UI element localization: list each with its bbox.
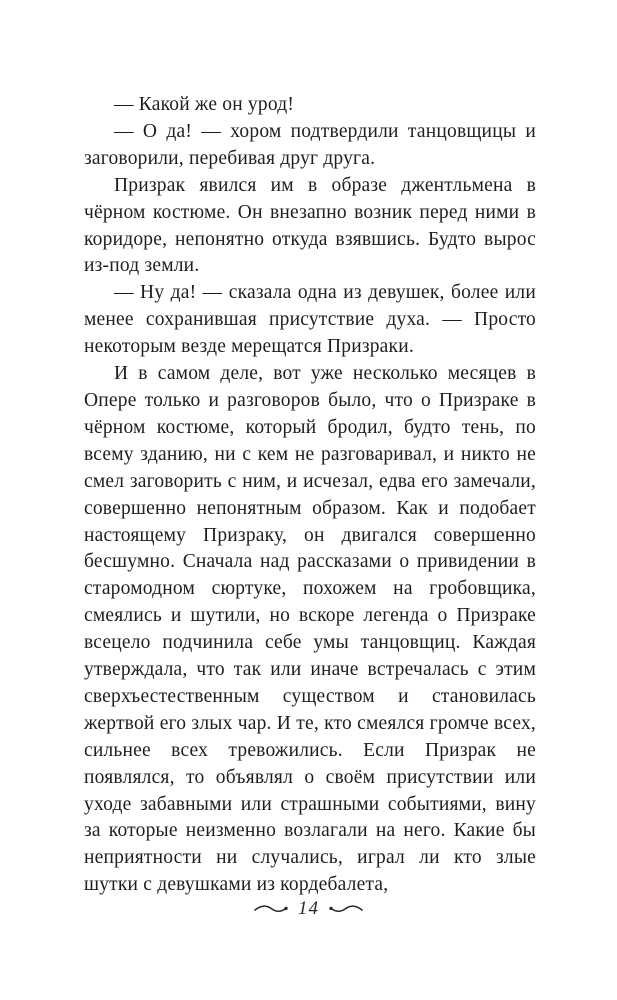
left-swash-flourish-icon — [254, 903, 288, 915]
right-swash-flourish-icon — [329, 903, 363, 915]
page-footer — [0, 898, 617, 920]
page-text-block — [84, 92, 536, 899]
paragraph: — О да! — хором подтвердили танцовщицы и заговорили, перебивая друг друга. — [84, 120, 536, 169]
paragraph: — Ну да! — сказала одна из девушек, более или менее сохранившая присутствие духа. — Просто некоторым везде мерещатся Призраки. — [84, 282, 536, 358]
paragraph: И в самом деле, вот уже несколько месяцев в Опере только и разговоров было, что о Призраке в чёрном костюме, который бродил, будто тень, по всему зданию, ни с кем не разговаривал, и никто не смел заговорить с ним, и исчезал, едва его замечали, совершенно непонятным образом. Как и подобает настоящему Призраку, он двигался совершенно бесшумно. Сначала над рассказами о привидении в старомодном сюртуке, похожем на гробовщика, смеялись и шутили, но вскоре легенда о Призраке всецело подчинила себе умы танцовщиц. Каждая утверждала, что так или иначе встречалась с этим сверхъестественным существом и становилась жертвой его злых чар. И те, кто смеялся громче всех, сильнее всех тревожились. Если Призрак не появлялся, то объявлял о своём присутствии или уходе забавными или страшными событиями, вину за которые неизменно возлагали на него. Какие бы неприятности ни случались, играл ли кто злые шутки с девушками из кордебалета, — [84, 363, 536, 896]
paragraph: Призрак явился им в образе джентльмена в чёрном костюме. Он внезапно возник перед ними в коридоре, непонятно откуда взявшись. Будто вырос из-под земли. — [84, 174, 536, 277]
page-number: 14 — [298, 898, 319, 919]
paragraph: — Какой же он урод! — [114, 94, 295, 115]
